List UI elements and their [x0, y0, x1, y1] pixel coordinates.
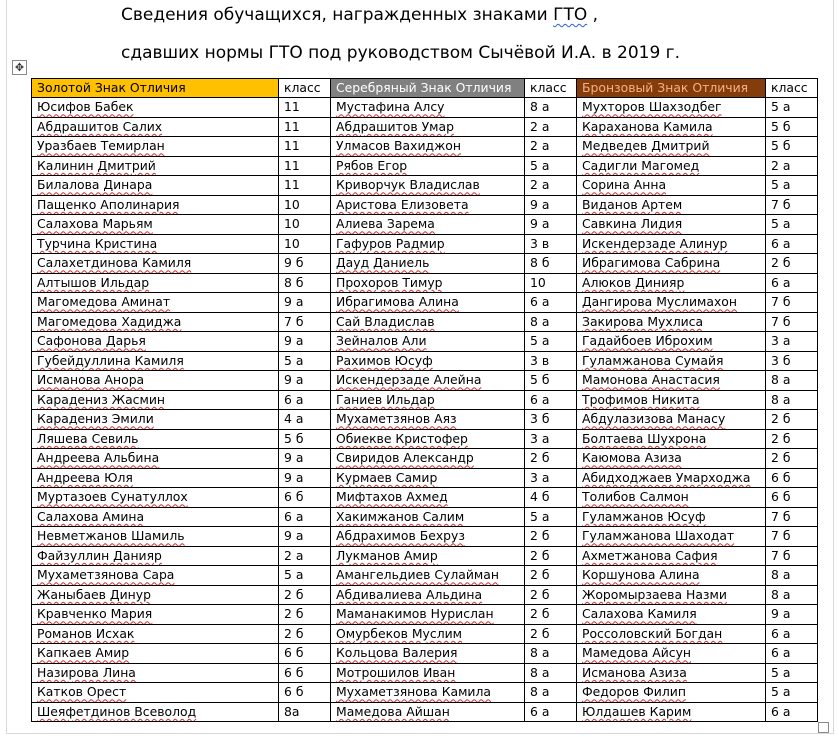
bronze-name-cell: Абдулазизова Манасу: [577, 410, 766, 430]
silver-class-cell: 10: [525, 273, 577, 293]
table-row: [32, 683, 818, 703]
table-row: [32, 195, 818, 215]
silver-name-cell: Мустафина Алсу: [331, 98, 525, 118]
bronze-name-cell: Закирова Мухлиса: [577, 312, 766, 332]
bronze-name-cell: Караханова Камила: [577, 117, 766, 137]
gold-class-cell: 2 б: [279, 624, 331, 644]
silver-name-cell: Свиридов Александр: [331, 449, 525, 469]
gold-class-cell: 9 а: [279, 527, 331, 547]
silver-name-cell: Рябов Егор: [331, 156, 525, 176]
bronze-class-cell: 5 а: [766, 176, 818, 196]
silver-name-cell: Абдивалиева Альдина: [331, 585, 525, 605]
table-row: [32, 468, 818, 488]
bronze-class-cell: 5 а: [766, 663, 818, 683]
bronze-name-cell: Савкина Лидия: [577, 215, 766, 235]
bronze-name-cell: Федоров Филип: [577, 683, 766, 703]
bronze-class-cell: 8 а: [766, 585, 818, 605]
gold-name-cell: Кравченко Мария: [32, 605, 279, 625]
gold-name-cell: Сафонова Дарья: [32, 332, 279, 352]
silver-class-cell: 8 а: [525, 312, 577, 332]
gold-name-cell: Катков Орест: [32, 683, 279, 703]
gold-name-cell: Магомедова Аминат: [32, 293, 279, 313]
bronze-class-cell: 2 а: [766, 156, 818, 176]
gold-class-cell: 11: [279, 117, 331, 137]
silver-name-cell: Искендерзаде Алейна: [331, 371, 525, 391]
gold-name-cell: Губейдуллина Камиля: [32, 351, 279, 371]
table-row: [32, 449, 818, 469]
silver-class-cell: 3 б: [525, 410, 577, 430]
silver-class-cell: 3 в: [525, 234, 577, 254]
silver-name-cell: Омурбеков Муслим: [331, 624, 525, 644]
silver-name-cell: Мухаметзянова Камила: [331, 683, 525, 703]
gold-name-cell: Капкаев Амир: [32, 644, 279, 664]
silver-name-cell: Сай Владислав: [331, 312, 525, 332]
header-gold-class: класс: [279, 79, 331, 98]
table-row: [32, 156, 818, 176]
table-header-row: [32, 79, 818, 98]
silver-name-cell: Хакимжанов Салим: [331, 507, 525, 527]
gold-class-cell: 6 б: [279, 663, 331, 683]
table-row: [32, 137, 818, 157]
bronze-class-cell: 6 б: [766, 488, 818, 508]
gold-class-cell: 9 а: [279, 332, 331, 352]
gold-class-cell: 11: [279, 156, 331, 176]
silver-name-cell: Курмаев Самир: [331, 468, 525, 488]
gold-name-cell: Шеяфетдинов Всеволод: [32, 702, 279, 722]
table-row: [32, 273, 818, 293]
silver-class-cell: 3 в: [525, 351, 577, 371]
gold-name-cell: Ляшева Севиль: [32, 429, 279, 449]
bronze-name-cell: Каюмова Азиза: [577, 449, 766, 469]
table-row: [32, 566, 818, 586]
silver-name-cell: Кольцова Валерия: [331, 644, 525, 664]
bronze-name-cell: Трофимов Никита: [577, 390, 766, 410]
gold-name-cell: Пащенко Аполинария: [32, 195, 279, 215]
silver-name-cell: Мотрошилов Иван: [331, 663, 525, 683]
gold-class-cell: 2 а: [279, 546, 331, 566]
silver-class-cell: 5 а: [525, 507, 577, 527]
bronze-class-cell: 6 б: [766, 468, 818, 488]
gold-class-cell: 5 б: [279, 429, 331, 449]
silver-class-cell: 3 а: [525, 429, 577, 449]
silver-class-cell: 6 а: [525, 702, 577, 722]
bronze-class-cell: 6 а: [766, 702, 818, 722]
silver-class-cell: 9 а: [525, 195, 577, 215]
table-row: [32, 644, 818, 664]
silver-class-cell: 2 б: [525, 527, 577, 547]
bronze-class-cell: 3 б: [766, 351, 818, 371]
bronze-class-cell: 3 а: [766, 332, 818, 352]
silver-name-cell: Абдрахимов Бехруз: [331, 527, 525, 547]
gold-class-cell: 11: [279, 98, 331, 118]
silver-class-cell: 2 б: [525, 449, 577, 469]
document-title-line-2: сдавших нормы ГТО под руководством Сычёвой И.А. в 2019 г.: [121, 43, 681, 63]
gold-name-cell: Мухаметзянова Сара: [32, 566, 279, 586]
gold-class-cell: 9 а: [279, 293, 331, 313]
silver-class-cell: 8 а: [525, 644, 577, 664]
bronze-class-cell: 7 б: [766, 507, 818, 527]
bronze-name-cell: Болтаева Шухрона: [577, 429, 766, 449]
gold-name-cell: Исманова Анора: [32, 371, 279, 391]
bronze-class-cell: 8 а: [766, 566, 818, 586]
gold-name-cell: Турчина Кристина: [32, 234, 279, 254]
bronze-name-cell: Мамонова Анастасия: [577, 371, 766, 391]
bronze-name-cell: Искендерзаде Алинур: [577, 234, 766, 254]
gold-class-cell: 9 а: [279, 371, 331, 391]
gold-class-cell: 5 а: [279, 566, 331, 586]
silver-name-cell: Улмасов Вахиджон: [331, 137, 525, 157]
silver-class-cell: 2 б: [525, 566, 577, 586]
gold-class-cell: 4 а: [279, 410, 331, 430]
silver-class-cell: 8 а: [525, 683, 577, 703]
silver-class-cell: 8 б: [525, 254, 577, 274]
gold-class-cell: 10: [279, 195, 331, 215]
gold-name-cell: Файзуллин Данияр: [32, 546, 279, 566]
gold-class-cell: 6 а: [279, 390, 331, 410]
gold-class-cell: 11: [279, 176, 331, 196]
silver-name-cell: Мухаметзянов Аяз: [331, 410, 525, 430]
gold-name-cell: Андреева Юля: [32, 468, 279, 488]
header-bronze: Бронзовый Знак Отличия: [577, 79, 766, 98]
bronze-class-cell: 7 б: [766, 312, 818, 332]
bronze-class-cell: 2 б: [766, 254, 818, 274]
bronze-class-cell: 6 а: [766, 234, 818, 254]
header-silver-class: класс: [525, 79, 577, 98]
silver-name-cell: Лукманов Амир: [331, 546, 525, 566]
gold-class-cell: 8 б: [279, 273, 331, 293]
gold-class-cell: 6 б: [279, 488, 331, 508]
bronze-class-cell: 2 б: [766, 429, 818, 449]
gold-name-cell: Абдрашитов Салих: [32, 117, 279, 137]
bronze-name-cell: Медведев Дмитрий: [577, 137, 766, 157]
table-resize-handle[interactable]: [818, 722, 829, 733]
silver-class-cell: 8 а: [525, 98, 577, 118]
silver-class-cell: 5 б: [525, 371, 577, 391]
bronze-name-cell: Гадайбоев Иброхим: [577, 332, 766, 352]
bronze-name-cell: Толибов Салмон: [577, 488, 766, 508]
table-move-handle-icon[interactable]: ✥: [12, 60, 27, 75]
bronze-name-cell: Гуламжанова Сумайя: [577, 351, 766, 371]
table-row: [32, 254, 818, 274]
silver-name-cell: Зейналов Али: [331, 332, 525, 352]
silver-name-cell: Абдрашитов Умар: [331, 117, 525, 137]
table-row: [32, 624, 818, 644]
silver-name-cell: Рахимов Юсуф: [331, 351, 525, 371]
header-silver: Серебряный Знак Отличия: [331, 79, 525, 98]
silver-name-cell: Дауд Даниель: [331, 254, 525, 274]
silver-name-cell: Криворчук Владислав: [331, 176, 525, 196]
silver-name-cell: Мифтахов Ахмед: [331, 488, 525, 508]
table-row: [32, 546, 818, 566]
gold-class-cell: 5 а: [279, 351, 331, 371]
gold-class-cell: 6 а: [279, 507, 331, 527]
header-bronze-class: класс: [766, 79, 818, 98]
gold-name-cell: Андреева Альбина: [32, 449, 279, 469]
silver-class-cell: 2 а: [525, 137, 577, 157]
table-row: [32, 702, 818, 722]
bronze-class-cell: 6 а: [766, 624, 818, 644]
bronze-name-cell: Гуламжанов Юсуф: [577, 507, 766, 527]
gold-name-cell: Карадениз Эмили: [32, 410, 279, 430]
bronze-name-cell: Ахметжанова Сафия: [577, 546, 766, 566]
silver-class-cell: 9 а: [525, 215, 577, 235]
gold-name-cell: Калинин Дмитрий: [32, 156, 279, 176]
bronze-name-cell: Виданов Артем: [577, 195, 766, 215]
bronze-class-cell: 6 а: [766, 644, 818, 664]
silver-class-cell: 5 а: [525, 332, 577, 352]
gold-name-cell: Жаныбаев Динур: [32, 585, 279, 605]
silver-class-cell: 2 б: [525, 585, 577, 605]
gold-name-cell: Муртазоев Сунатуллох: [32, 488, 279, 508]
silver-name-cell: Гафуров Радмир: [331, 234, 525, 254]
gold-class-cell: 7 б: [279, 312, 331, 332]
gold-name-cell: Магомедова Хадиджа: [32, 312, 279, 332]
bronze-name-cell: Ибрагимова Сабрина: [577, 254, 766, 274]
silver-name-cell: Обиекве Кристофер: [331, 429, 525, 449]
table-row: [32, 390, 818, 410]
gold-class-cell: 11: [279, 137, 331, 157]
table-row: [32, 507, 818, 527]
table-row: [32, 215, 818, 235]
bronze-class-cell: 5 а: [766, 683, 818, 703]
gold-name-cell: Билалова Динара: [32, 176, 279, 196]
gold-class-cell: 2 б: [279, 585, 331, 605]
table-row: [32, 351, 818, 371]
table-row: [32, 585, 818, 605]
title-text: Сведения обучащихся, награжденных знаками: [121, 5, 554, 25]
bronze-class-cell: 5 б: [766, 137, 818, 157]
gold-name-cell: Салахова Амина: [32, 507, 279, 527]
gold-class-cell: 10: [279, 215, 331, 235]
bronze-name-cell: Салахова Камиля: [577, 605, 766, 625]
table-row: [32, 605, 818, 625]
table-row: [32, 98, 818, 118]
gold-class-cell: 2 б: [279, 605, 331, 625]
table-row: [32, 429, 818, 449]
bronze-name-cell: Сорина Анна: [577, 176, 766, 196]
silver-class-cell: 2 а: [525, 117, 577, 137]
silver-name-cell: Алиева Зарема: [331, 215, 525, 235]
bronze-class-cell: 9 а: [766, 605, 818, 625]
bronze-class-cell: 7 б: [766, 293, 818, 313]
gold-class-cell: 9 а: [279, 468, 331, 488]
gold-name-cell: Салахова Марьям: [32, 215, 279, 235]
gold-name-cell: Салахетдинова Камиля: [32, 254, 279, 274]
table-row: [32, 527, 818, 547]
bronze-class-cell: 7 б: [766, 546, 818, 566]
silver-name-cell: Мамедова Айшан: [331, 702, 525, 722]
table-row: [32, 410, 818, 430]
bronze-name-cell: Абидходжаев Умарходжа: [577, 468, 766, 488]
bronze-name-cell: Дангирова Муслимахон: [577, 293, 766, 313]
bronze-name-cell: Россоловский Богдан: [577, 624, 766, 644]
silver-name-cell: Прохоров Тимур: [331, 273, 525, 293]
silver-name-cell: Маманакимов Нурислан: [331, 605, 525, 625]
table-row: [32, 234, 818, 254]
silver-class-cell: 2 б: [525, 546, 577, 566]
gold-class-cell: 9 а: [279, 449, 331, 469]
awards-table: [31, 78, 818, 722]
bronze-class-cell: 6 а: [766, 273, 818, 293]
silver-class-cell: 2 б: [525, 605, 577, 625]
silver-name-cell: Ибрагимова Алина: [331, 293, 525, 313]
silver-class-cell: 5 а: [525, 156, 577, 176]
title-suffix: ,: [587, 5, 599, 25]
document-title-line-1: [121, 5, 598, 25]
bronze-class-cell: 8 а: [766, 371, 818, 391]
silver-class-cell: 4 б: [525, 488, 577, 508]
gold-name-cell: Романов Исхак: [32, 624, 279, 644]
gold-name-cell: Алтышов Ильдар: [32, 273, 279, 293]
bronze-class-cell: 7 б: [766, 527, 818, 547]
silver-name-cell: Амангельдиев Сулайман: [331, 566, 525, 586]
bronze-name-cell: Гуламжанова Шаходат: [577, 527, 766, 547]
table-row: [32, 176, 818, 196]
silver-class-cell: 3 а: [525, 468, 577, 488]
bronze-name-cell: Исманова Азиза: [577, 663, 766, 683]
gold-class-cell: 9 б: [279, 254, 331, 274]
silver-class-cell: 2 а: [525, 176, 577, 196]
bronze-name-cell: Жоромырзаева Назми: [577, 585, 766, 605]
gold-name-cell: Невметжанов Шамиль: [32, 527, 279, 547]
bronze-name-cell: Мухторов Шахзодбег: [577, 98, 766, 118]
header-gold: Золотой Знак Отличия: [32, 79, 279, 98]
bronze-name-cell: Коршунова Алина: [577, 566, 766, 586]
gold-name-cell: Назирова Лина: [32, 663, 279, 683]
table-row: [32, 663, 818, 683]
bronze-name-cell: Садигли Магомед: [577, 156, 766, 176]
bronze-class-cell: 5 а: [766, 215, 818, 235]
silver-class-cell: 2 б: [525, 624, 577, 644]
bronze-class-cell: 2 б: [766, 449, 818, 469]
gold-class-cell: 6 б: [279, 683, 331, 703]
silver-class-cell: 6 а: [525, 293, 577, 313]
gold-name-cell: Уразбаев Темирлан: [32, 137, 279, 157]
bronze-class-cell: 5 а: [766, 98, 818, 118]
bronze-class-cell: 7 б: [766, 195, 818, 215]
silver-name-cell: Ганиев Ильдар: [331, 390, 525, 410]
silver-name-cell: Аристова Елизовета: [331, 195, 525, 215]
bronze-name-cell: Алюков Динияр: [577, 273, 766, 293]
table-row: [32, 117, 818, 137]
title-gto: ГТО: [553, 5, 588, 25]
table-row: [32, 332, 818, 352]
gold-name-cell: Карадениз Жасмин: [32, 390, 279, 410]
bronze-class-cell: 5 б: [766, 117, 818, 137]
silver-class-cell: 6 а: [525, 390, 577, 410]
table-row: [32, 312, 818, 332]
gold-class-cell: 10: [279, 234, 331, 254]
bronze-class-cell: 2 б: [766, 410, 818, 430]
bronze-name-cell: Юлдашев Карим: [577, 702, 766, 722]
gold-name-cell: Юсифов Бабек: [32, 98, 279, 118]
table-row: [32, 371, 818, 391]
gold-class-cell: 8а: [279, 702, 331, 722]
bronze-class-cell: 8 а: [766, 390, 818, 410]
table-row: [32, 488, 818, 508]
bronze-name-cell: Мамедова Айсун: [577, 644, 766, 664]
gold-class-cell: 6 б: [279, 644, 331, 664]
table-row: [32, 293, 818, 313]
silver-class-cell: 8 а: [525, 663, 577, 683]
